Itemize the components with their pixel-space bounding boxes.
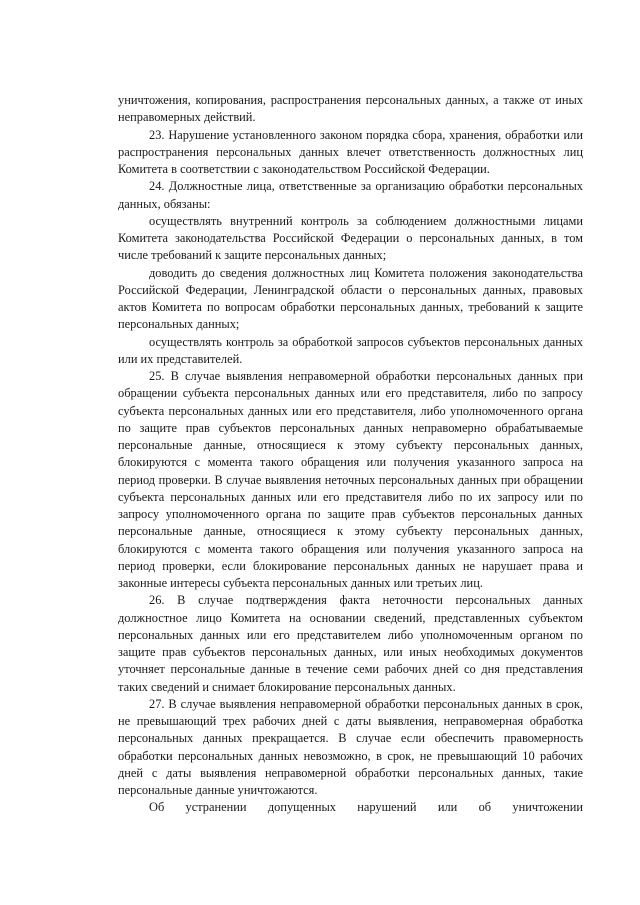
paragraph-24-item-2: доводить до сведения должностных лиц Комитета положения законодательства Российской Федерации, Ленинградской области о персональных данных, правовых актов Комитета по вопросам обработки персональных данных, требований к защите персональных данных; xyxy=(118,265,583,332)
paragraph-24: 24. Должностные лица, ответственные за организацию обработки персональных данных, обязаны: xyxy=(118,179,583,211)
paragraph-27: 27. В случае выявления неправомерной обработки персональных данных в срок, не превышающий трех рабочих дней с даты выявления, неправомерная обработка персональных данных прекращается. В случае если обеспечить правомерность обработки персональных данных невозможно, в срок, не превышающий 10 рабочих дней с даты выявления неправомерной обработки персональных данных, такие персональные данные уничтожаются. xyxy=(118,696,583,797)
paragraph-continuation: уничтожения, копирования, распространения персональных данных, а также от иных неправомерных действий. xyxy=(118,93,583,125)
paragraph-27-continuation: Об устранении допущенных нарушений или об уничтожении xyxy=(149,800,583,815)
document-page xyxy=(118,92,583,817)
paragraph-23: 23. Нарушение установленного законом порядка сбора, хранения, обработки или распространения персональных данных влечет ответственность должностных лиц Комитета в соответствии с законодательством Российской Федерации. xyxy=(118,127,583,176)
paragraph-26: 26. В случае подтверждения факта неточности персональных данных должностное лицо Комитета на основании сведений, представленных субъектом персональных данных или его представителем либо уполномоченным органом по защите прав субъектов персональных данных, или иных необходимых документов уточняет персональные данные в течение семи рабочих дней со дня представления таких сведений и снимает блокирование персональных данных. xyxy=(118,593,583,694)
paragraph-24-item-1: осуществлять внутренний контроль за соблюдением должностными лицами Комитета законодательства Российской Федерации о персональных данных, в том числе требований к защите персональных данных; xyxy=(118,213,583,263)
paragraph-25: 25. В случае выявления неправомерной обработки персональных данных при обращении субъекта персональных данных или его представителя, либо по запросу субъекта персональных данных или его представителя, либо уполномоченного органа по защите прав субъектов персональных данных неправомерно обрабатываемые персональные данные, относящиеся к этому субъекту персональных данных, блокируются с момента такого обращения или получения указанного запроса на период проверки. В случае выявления неточных персональных данных при обращении субъекта персональных данных или его представителя либо по их запросу или по запросу уполномоченного органа по защите прав субъектов персональных данных персональные данные, относящиеся к этому субъекту персональных данных, блокируются с момента такого обращения или получения указанного запроса на период проверки, если блокирование персональных данных не нарушает права и законные интересы субъекта персональных данных или третьих лиц. xyxy=(118,369,583,590)
paragraph-24-item-3: осуществлять контроль за обработкой запросов субъектов персональных данных или их представителей. xyxy=(118,334,583,366)
